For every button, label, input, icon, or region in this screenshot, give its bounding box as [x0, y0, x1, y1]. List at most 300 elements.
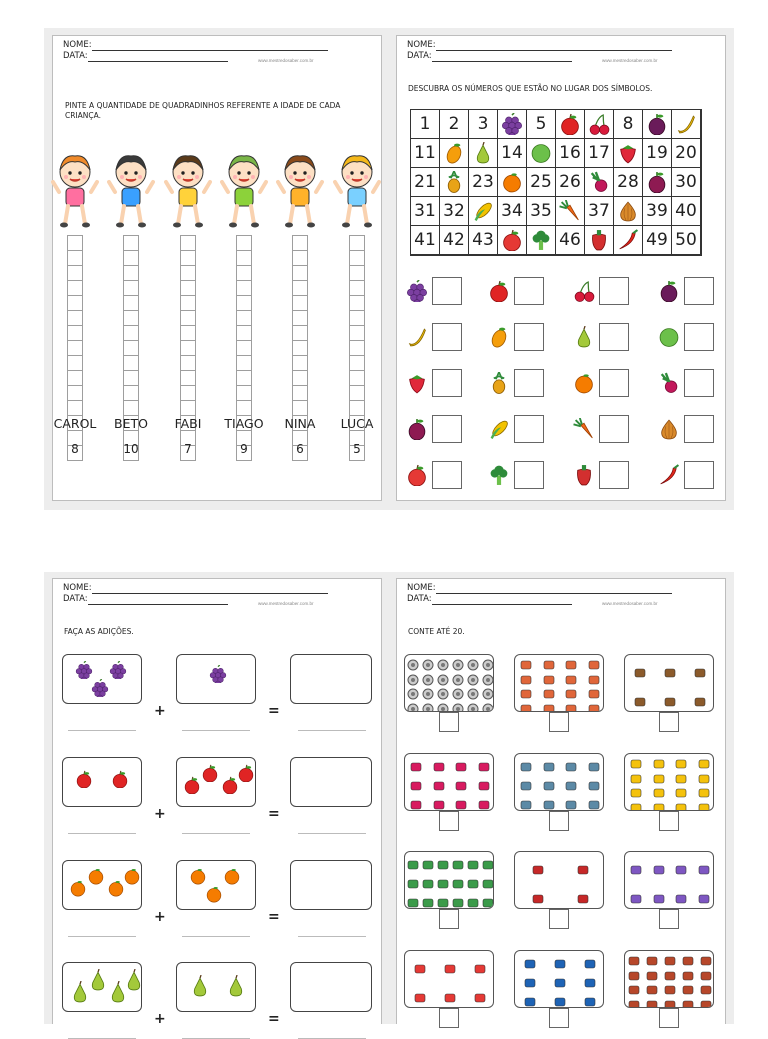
- telephone-icon: [433, 796, 445, 811]
- grid-number: 34: [497, 196, 527, 226]
- grid-number: 16: [555, 138, 585, 168]
- child-name: CAROL: [53, 416, 97, 431]
- age-square[interactable]: [236, 355, 252, 371]
- grid-number: 20: [671, 138, 701, 168]
- date-label: DATA:: [407, 51, 432, 61]
- wheel-icon: [437, 700, 449, 712]
- count-answer-box[interactable]: [549, 909, 569, 929]
- name-field[interactable]: [92, 584, 328, 594]
- count-answer-box[interactable]: [549, 1008, 569, 1028]
- mango-icon: [439, 138, 469, 168]
- name-field[interactable]: [92, 41, 328, 51]
- count-box: [624, 851, 714, 909]
- robot-icon: [414, 989, 426, 1008]
- answer-line[interactable]: [298, 936, 366, 937]
- age-square[interactable]: [67, 235, 83, 251]
- train-icon: [584, 974, 596, 993]
- age-square[interactable]: [123, 265, 139, 281]
- age-square[interactable]: [123, 250, 139, 266]
- answer-box[interactable]: [432, 461, 462, 489]
- age-square[interactable]: [67, 310, 83, 326]
- grid-number: 23: [468, 167, 498, 197]
- mango-icon: [488, 326, 510, 352]
- sum-box[interactable]: [290, 757, 372, 807]
- telephone-icon: [478, 758, 490, 777]
- answer-line[interactable]: [182, 833, 250, 834]
- telephone-icon: [433, 758, 445, 777]
- age-square[interactable]: [67, 385, 83, 401]
- count-answer-box[interactable]: [549, 712, 569, 732]
- stacking-rings-icon: [653, 861, 665, 880]
- spinning-top-icon: [467, 856, 479, 875]
- strawberry-icon: [406, 372, 428, 398]
- radish-icon: [658, 372, 680, 398]
- tomato-icon: [406, 464, 428, 490]
- child-age: 5: [353, 442, 361, 456]
- rocking-horse-icon: [664, 693, 676, 712]
- count-answer-box[interactable]: [659, 909, 679, 929]
- spinning-top-icon: [437, 875, 449, 894]
- robot-icon: [444, 989, 456, 1008]
- grid-number: 32: [439, 196, 469, 226]
- grid-number: 30: [671, 167, 701, 197]
- age-square[interactable]: [236, 280, 252, 296]
- orange-icon: [123, 867, 141, 889]
- count-answer-box[interactable]: [439, 909, 459, 929]
- age-square[interactable]: [180, 400, 196, 416]
- age-square[interactable]: [292, 295, 308, 311]
- age-square[interactable]: [349, 325, 365, 341]
- count-box: [404, 851, 494, 909]
- tomato-icon: [497, 225, 527, 255]
- sum-box[interactable]: [290, 654, 372, 704]
- age-square[interactable]: [180, 265, 196, 281]
- train-icon: [584, 993, 596, 1008]
- age-square[interactable]: [180, 370, 196, 386]
- child-illustration: [220, 148, 268, 230]
- age-square[interactable]: [123, 385, 139, 401]
- age-square[interactable]: [349, 355, 365, 371]
- equals-sign: =: [268, 909, 280, 925]
- age-square[interactable]: [180, 355, 196, 371]
- carrot-icon: [555, 196, 585, 226]
- age-square[interactable]: [67, 265, 83, 281]
- child-illustration: [276, 148, 324, 230]
- apple-icon: [75, 770, 93, 792]
- answer-box[interactable]: [432, 369, 462, 397]
- age-square[interactable]: [236, 295, 252, 311]
- date-label: DATA:: [63, 594, 88, 604]
- name-field[interactable]: [436, 584, 672, 594]
- grid-number: 37: [584, 196, 614, 226]
- grid-number: 1: [410, 109, 440, 139]
- age-square[interactable]: [292, 355, 308, 371]
- corn-icon: [488, 418, 510, 444]
- stacking-rings-icon: [698, 890, 710, 909]
- broccoli-icon: [488, 464, 510, 490]
- pear-icon: [189, 975, 211, 1001]
- spinning-top-icon: [407, 856, 419, 875]
- age-square[interactable]: [123, 355, 139, 371]
- age-square[interactable]: [292, 250, 308, 266]
- age-square[interactable]: [292, 325, 308, 341]
- grid-number: 19: [642, 138, 672, 168]
- sum-box[interactable]: [290, 860, 372, 910]
- date-field[interactable]: [432, 595, 572, 605]
- grid-number: 8: [613, 109, 643, 139]
- gun-icon: [588, 758, 600, 777]
- age-square[interactable]: [180, 340, 196, 356]
- answer-line[interactable]: [68, 833, 136, 834]
- age-square[interactable]: [180, 295, 196, 311]
- answer-box[interactable]: [599, 369, 629, 397]
- age-square[interactable]: [67, 325, 83, 341]
- gun-icon: [520, 758, 532, 777]
- age-square[interactable]: [67, 370, 83, 386]
- stacking-rings-icon: [653, 890, 665, 909]
- age-square[interactable]: [236, 370, 252, 386]
- age-square[interactable]: [123, 310, 139, 326]
- answer-line[interactable]: [298, 833, 366, 834]
- date-label: DATA:: [63, 51, 88, 61]
- train-icon: [524, 974, 536, 993]
- answer-box[interactable]: [514, 415, 544, 443]
- chili-icon: [613, 225, 643, 255]
- instruction: PINTE A QUANTIDADE DE QUADRADINHOS REFERENTE A IDADE DE CADA CRIANÇA.: [65, 101, 341, 120]
- age-square[interactable]: [123, 340, 139, 356]
- cherry-icon: [573, 280, 595, 306]
- answer-box[interactable]: [684, 323, 714, 351]
- grid-number: 14: [497, 138, 527, 168]
- age-square[interactable]: [292, 385, 308, 401]
- pear-icon: [468, 138, 498, 168]
- spinning-top-icon: [467, 894, 479, 909]
- telephone-icon: [410, 758, 422, 777]
- age-square[interactable]: [67, 340, 83, 356]
- age-square[interactable]: [349, 295, 365, 311]
- age-square[interactable]: [292, 235, 308, 251]
- age-square[interactable]: [67, 295, 83, 311]
- rattle-icon: [682, 996, 694, 1008]
- grid-number: 5: [526, 109, 556, 139]
- child-name: LUCA: [340, 416, 374, 431]
- answer-box[interactable]: [432, 277, 462, 305]
- count-answer-box[interactable]: [439, 811, 459, 831]
- answer-box[interactable]: [514, 277, 544, 305]
- telephone-icon: [478, 796, 490, 811]
- age-square[interactable]: [349, 265, 365, 281]
- age-square[interactable]: [236, 340, 252, 356]
- rocking-horse-icon: [694, 664, 706, 683]
- banana-icon: [671, 109, 701, 139]
- sum-box[interactable]: [290, 962, 372, 1012]
- answer-box[interactable]: [514, 369, 544, 397]
- spinning-top-icon: [467, 875, 479, 894]
- age-square[interactable]: [67, 355, 83, 371]
- rocking-horse-icon: [634, 664, 646, 683]
- age-square[interactable]: [236, 385, 252, 401]
- date-field[interactable]: [432, 52, 572, 62]
- answer-box[interactable]: [514, 461, 544, 489]
- gun-icon: [520, 796, 532, 811]
- apple-icon: [183, 776, 201, 798]
- lime-icon: [526, 138, 556, 168]
- name-label: NOME:: [63, 583, 92, 593]
- age-square[interactable]: [236, 250, 252, 266]
- orange-icon: [497, 167, 527, 197]
- apple-icon: [237, 764, 255, 786]
- age-square[interactable]: [292, 340, 308, 356]
- age-square[interactable]: [180, 235, 196, 251]
- answer-line[interactable]: [298, 730, 366, 731]
- grape-icon: [497, 109, 527, 139]
- pepper-icon: [573, 464, 595, 490]
- plus-sign: +: [154, 806, 166, 822]
- wheel-icon: [482, 700, 494, 712]
- age-square[interactable]: [180, 385, 196, 401]
- telephone-icon: [455, 796, 467, 811]
- age-square[interactable]: [349, 250, 365, 266]
- count-answer-box[interactable]: [659, 712, 679, 732]
- instruction: CONTE ATÉ 20.: [408, 627, 465, 636]
- age-square[interactable]: [180, 325, 196, 341]
- age-square[interactable]: [180, 250, 196, 266]
- rattle-icon: [664, 996, 676, 1008]
- answer-box[interactable]: [599, 323, 629, 351]
- onion-icon: [613, 196, 643, 226]
- orange-icon: [573, 372, 595, 398]
- train-icon: [554, 993, 566, 1008]
- telephone-icon: [478, 777, 490, 796]
- answer-box[interactable]: [599, 415, 629, 443]
- age-square[interactable]: [123, 280, 139, 296]
- age-square[interactable]: [67, 250, 83, 266]
- banana-icon: [406, 326, 428, 352]
- corn-icon: [468, 196, 498, 226]
- age-square[interactable]: [123, 370, 139, 386]
- broccoli-icon: [526, 225, 556, 255]
- apple-icon: [555, 109, 585, 139]
- orange-icon: [69, 879, 87, 901]
- answer-box[interactable]: [599, 277, 629, 305]
- age-square[interactable]: [123, 400, 139, 416]
- rattle-icon: [700, 996, 712, 1008]
- site-url: www.mestredosaber.com.br: [258, 58, 314, 63]
- age-square[interactable]: [349, 385, 365, 401]
- gun-icon: [543, 796, 555, 811]
- age-square[interactable]: [292, 280, 308, 296]
- lime-icon: [658, 326, 680, 352]
- spinning-top-icon: [407, 875, 419, 894]
- rocking-horse-icon: [664, 664, 676, 683]
- piano-icon: [532, 861, 544, 880]
- stacking-rings-icon: [675, 890, 687, 909]
- count-box: [624, 654, 714, 712]
- grid-number: 41: [410, 225, 440, 255]
- apple-icon: [111, 770, 129, 792]
- child-name: FABI: [174, 416, 202, 431]
- grid-number: 28: [613, 167, 643, 197]
- age-square[interactable]: [180, 280, 196, 296]
- gun-icon: [588, 777, 600, 796]
- robot-icon: [474, 989, 486, 1008]
- count-box: [514, 851, 604, 909]
- rocking-horse-icon: [694, 693, 706, 712]
- count-answer-box[interactable]: [659, 1008, 679, 1028]
- robot-icon: [414, 960, 426, 979]
- age-square[interactable]: [292, 400, 308, 416]
- telephone-icon: [433, 777, 445, 796]
- age-square[interactable]: [236, 400, 252, 416]
- spinning-top-icon: [422, 856, 434, 875]
- airplane-icon: [543, 700, 555, 712]
- site-url: www.mestredosaber.com.br: [258, 601, 314, 606]
- grid-number: 49: [642, 225, 672, 255]
- answer-line[interactable]: [182, 936, 250, 937]
- plum-icon: [658, 280, 680, 306]
- addend-a-box: [62, 962, 142, 1012]
- count-answer-box[interactable]: [549, 811, 569, 831]
- site-url: www.mestredosaber.com.br: [602, 58, 658, 63]
- beet-icon: [406, 418, 428, 444]
- date-label: DATA:: [407, 594, 432, 604]
- age-square[interactable]: [123, 295, 139, 311]
- grape-icon: [109, 661, 127, 683]
- equals-sign: =: [268, 703, 280, 719]
- age-square[interactable]: [349, 400, 365, 416]
- gun-icon: [565, 758, 577, 777]
- train-icon: [554, 955, 566, 974]
- pear-icon: [573, 326, 595, 352]
- age-square[interactable]: [349, 370, 365, 386]
- robot-icon: [474, 960, 486, 979]
- child-age: 6: [296, 442, 304, 456]
- age-square[interactable]: [349, 235, 365, 251]
- spinning-top-icon: [437, 894, 449, 909]
- grid-number: 2: [439, 109, 469, 139]
- plus-sign: +: [154, 703, 166, 719]
- telephone-icon: [410, 777, 422, 796]
- radish-icon: [584, 167, 614, 197]
- grid-number: 46: [555, 225, 585, 255]
- child-age: 9: [240, 442, 248, 456]
- count-box: [404, 950, 494, 1008]
- count-answer-box[interactable]: [439, 712, 459, 732]
- count-box: [514, 654, 604, 712]
- answer-box[interactable]: [684, 415, 714, 443]
- count-box: [404, 753, 494, 811]
- age-square[interactable]: [292, 370, 308, 386]
- stacking-rings-icon: [630, 861, 642, 880]
- piano-icon: [532, 890, 544, 909]
- rattle-icon: [628, 996, 640, 1008]
- plus-sign: +: [154, 1011, 166, 1027]
- child-age: 8: [71, 442, 79, 456]
- age-square[interactable]: [349, 340, 365, 356]
- age-square[interactable]: [349, 280, 365, 296]
- age-square[interactable]: [236, 325, 252, 341]
- age-square[interactable]: [236, 265, 252, 281]
- grid-number: 42: [439, 225, 469, 255]
- beet-icon: [642, 167, 672, 197]
- age-square[interactable]: [67, 400, 83, 416]
- age-square[interactable]: [67, 280, 83, 296]
- spinning-top-icon: [422, 894, 434, 909]
- answer-box[interactable]: [684, 277, 714, 305]
- airplane-icon: [520, 700, 532, 712]
- grid-number: 25: [526, 167, 556, 197]
- grape-icon: [406, 280, 428, 306]
- age-square[interactable]: [123, 235, 139, 251]
- age-square[interactable]: [349, 310, 365, 326]
- grid-number: 43: [468, 225, 498, 255]
- grid-number: 3: [468, 109, 498, 139]
- rocking-horse-icon: [634, 693, 646, 712]
- train-icon: [524, 955, 536, 974]
- answer-line[interactable]: [182, 730, 250, 731]
- instruction: FAÇA AS ADIÇÕES.: [64, 627, 134, 636]
- child-name: NINA: [284, 416, 316, 431]
- telephone-icon: [455, 777, 467, 796]
- rattle-icon: [646, 996, 658, 1008]
- name-field[interactable]: [436, 41, 672, 51]
- age-square[interactable]: [292, 310, 308, 326]
- answer-box[interactable]: [684, 369, 714, 397]
- age-square[interactable]: [123, 325, 139, 341]
- answer-box[interactable]: [684, 461, 714, 489]
- name-label: NOME:: [63, 40, 92, 50]
- age-square[interactable]: [236, 310, 252, 326]
- answer-box[interactable]: [599, 461, 629, 489]
- count-answer-box[interactable]: [439, 1008, 459, 1028]
- number-grid: [410, 109, 702, 256]
- age-square[interactable]: [292, 265, 308, 281]
- date-field[interactable]: [88, 52, 228, 62]
- age-square[interactable]: [236, 235, 252, 251]
- answer-box[interactable]: [432, 323, 462, 351]
- date-field[interactable]: [88, 595, 228, 605]
- gun-icon: [520, 777, 532, 796]
- count-answer-box[interactable]: [659, 811, 679, 831]
- pear-icon: [225, 975, 247, 1001]
- equals-sign: =: [268, 1011, 280, 1027]
- equals-sign: =: [268, 806, 280, 822]
- stacking-rings-icon: [630, 890, 642, 909]
- child-illustration: [164, 148, 212, 230]
- grape-icon: [91, 679, 109, 701]
- child-age: 7: [184, 442, 192, 456]
- addend-b-box: [176, 860, 256, 910]
- addend-b-box: [176, 654, 256, 704]
- addend-a-box: [62, 654, 142, 704]
- answer-line[interactable]: [68, 936, 136, 937]
- wheel-icon: [407, 700, 419, 712]
- answer-box[interactable]: [514, 323, 544, 351]
- count-box: [624, 753, 714, 811]
- stacking-rings-icon: [675, 861, 687, 880]
- plus-sign: +: [154, 909, 166, 925]
- child-illustration: [107, 148, 155, 230]
- gun-icon: [543, 758, 555, 777]
- pear-icon: [87, 969, 109, 995]
- pear-icon: [123, 969, 145, 995]
- age-square[interactable]: [180, 310, 196, 326]
- answer-line[interactable]: [68, 730, 136, 731]
- piano-icon: [577, 890, 589, 909]
- pepper-icon: [584, 225, 614, 255]
- grid-number: 39: [642, 196, 672, 226]
- answer-box[interactable]: [432, 415, 462, 443]
